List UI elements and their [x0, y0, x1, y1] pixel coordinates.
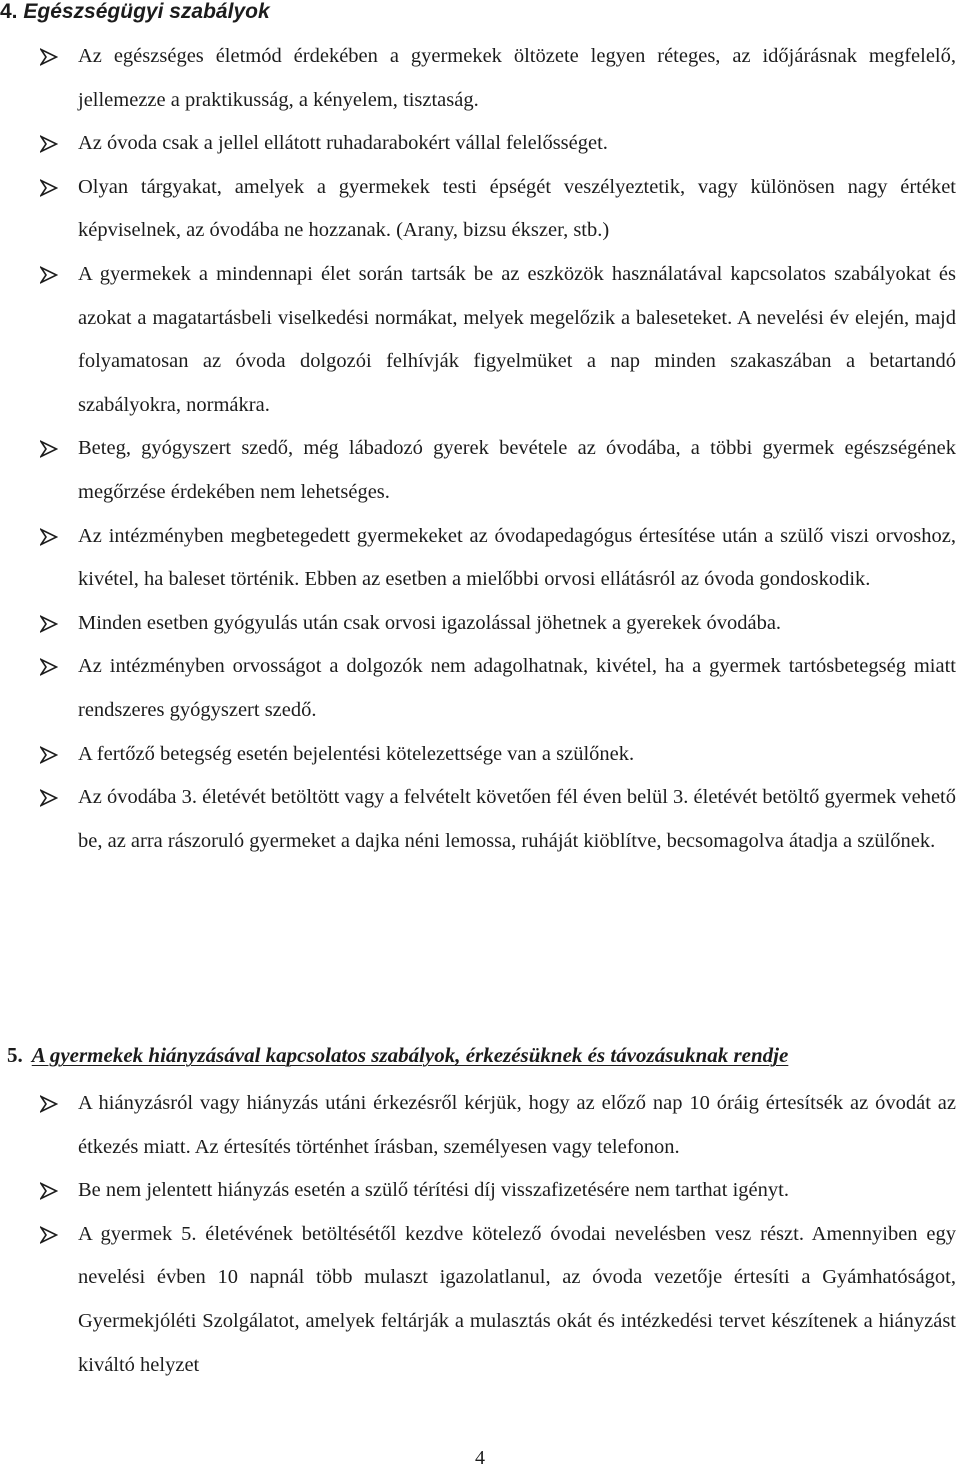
section-number: 4.	[0, 0, 18, 23]
list-item-text: Olyan tárgyakat, amelyek a gyermekek testi épségét veszélyeztetik, vagy különösen nagy értéket képviselnek, az óvodába ne hozzanak. (Arany, bizsu ékszer, stb.)	[78, 175, 956, 242]
list-item	[0, 166, 956, 253]
list-item-text: Az intézményben megbetegedett gyermekeket az óvodapedagógus értesítése után a szülő viszi orvoshoz, kivétel, ha baleset történik. Ebben az esetben a mielőbbi orvosi ellátásról az óvoda gondoskodik.	[78, 524, 956, 591]
list-item-text: A gyermek 5. életévének betöltésétől kezdve kötelező óvodai nevelésben vesz részt. Amennyiben egy nevelési évben 10 napnál több mulaszt igazolatlanul, az óvoda vezetője értesíti a Gyámhatóságot, Gyermekjóléti Szolgálatot, amelyek feltárják a mulasztás okát és intézkedési tervet készítenek a hiányzást kiváltó helyzet	[78, 1222, 956, 1376]
list-item-text: Az intézményben orvosságot a dolgozók nem adagolhatnak, kivétel, ha a gyermek tartósbetegség miatt rendszeres gyógyszert szedő.	[78, 655, 956, 721]
section-title: Egészségügyi szabályok	[23, 0, 270, 23]
arrowhead-bullet-icon	[40, 746, 58, 764]
list-item	[0, 1213, 956, 1387]
list-item	[0, 35, 956, 122]
list-item	[0, 122, 956, 166]
page-number: 4	[475, 1447, 485, 1469]
arrowhead-bullet-icon	[40, 1226, 58, 1244]
arrowhead-bullet-icon	[40, 1095, 58, 1113]
list-item-text: Minden esetben gyógyulás után csak orvosi igazolással jöhetnek a gyerekek óvodába.	[78, 611, 782, 634]
list-item	[0, 1082, 956, 1169]
health-rules-list	[0, 35, 960, 863]
arrowhead-bullet-icon	[40, 658, 58, 676]
absence-rules-list	[0, 1082, 960, 1387]
arrowhead-bullet-icon	[40, 615, 58, 633]
list-item	[0, 1169, 956, 1213]
list-item	[0, 515, 956, 602]
list-item-text: Az egészséges életmód érdekében a gyermekek öltözete legyen réteges, az időjárásnak megfelelő, jellemezze a praktikusság, a kényelem, tisztaság.	[78, 45, 956, 111]
list-item-text: A fertőző betegség esetén bejelentési kötelezettsége van a szülőnek.	[78, 742, 635, 765]
list-item-text: Az óvoda csak a jellel ellátott ruhadarabokért vállal felelősséget.	[78, 132, 608, 155]
list-item-text: Beteg, gyógyszert szedő, még lábadozó gyerek bevétele az óvodába, a többi gyermek egészségének megőrzése érdekében nem lehetséges.	[78, 437, 956, 503]
arrowhead-bullet-icon	[40, 179, 58, 197]
list-item-text: A hiányzásról vagy hiányzás utáni érkezésről kérjük, hogy az előző nap 10 óráig értesítsék az óvodát az étkezés miatt. Az értesítés történhet írásban, személyesen vagy telefonon.	[78, 1092, 956, 1158]
section-number: 5.	[7, 1043, 23, 1067]
list-item-text: A gyermekek a mindennapi élet során tartsák be az eszközök használatával kapcsolatos szabályokat és azokat a magatartásbeli viselkedési normákat, melyek megelőzik a baleseteket. A nevelési év elején, majd folyamatosan az óvoda dolgozói felhívják figyelmüket a nap minden szakaszában a betartandó szabályokra, normákra.	[78, 262, 956, 416]
list-item-text: Az óvodába 3. életévét betöltött vagy a felvételt követően fél éven belül 3. életévét betöltő gyermek vehető be, az arra rászoruló gyermeket a dajka néni lemossa, ruháját kiöblítve, becsomagolva átadja a szülőnek.	[78, 786, 956, 852]
section-title: A gyermekek hiányzásával kapcsolatos szabályok, érkezésüknek és távozásuknak rendje	[31, 1043, 789, 1067]
list-item	[0, 645, 956, 732]
section-heading-absence-rules	[7, 1043, 788, 1067]
list-item-text: Be nem jelentett hiányzás esetén a szülő térítési díj visszafizetésére nem tarthat igényt.	[78, 1179, 789, 1202]
section-heading-health-rules	[0, 0, 270, 24]
list-item	[0, 427, 956, 514]
arrowhead-bullet-icon	[40, 440, 58, 458]
list-item	[0, 776, 956, 863]
arrowhead-bullet-icon	[40, 48, 58, 66]
arrowhead-bullet-icon	[40, 1182, 58, 1200]
list-item	[0, 602, 956, 646]
arrowhead-bullet-icon	[40, 789, 58, 807]
list-item	[0, 733, 956, 777]
arrowhead-bullet-icon	[40, 135, 58, 153]
arrowhead-bullet-icon	[40, 266, 58, 284]
arrowhead-bullet-icon	[40, 528, 58, 546]
list-item	[0, 253, 956, 427]
